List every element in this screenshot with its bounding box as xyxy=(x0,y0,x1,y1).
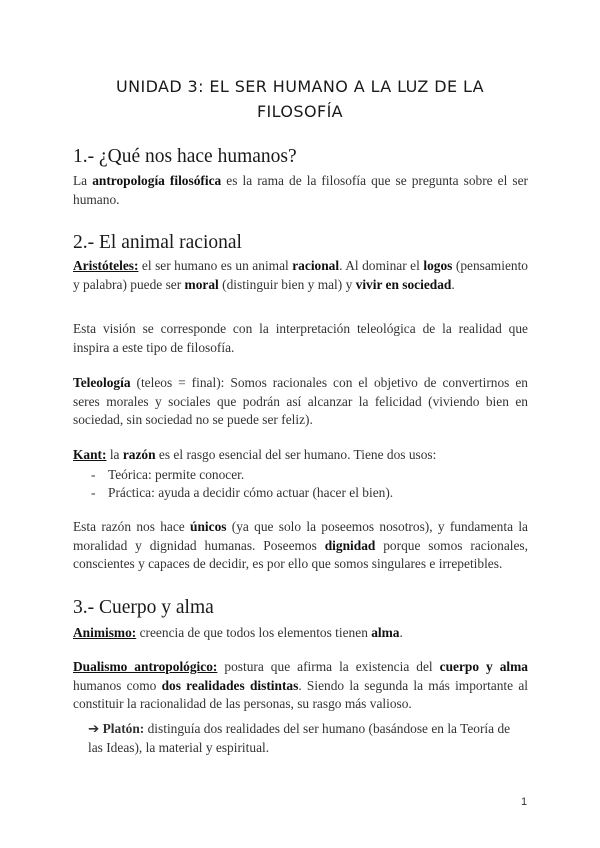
document-title xyxy=(60,74,540,124)
animismo-paragraph: Animismo: creencia de que todos los elementos tienen alma. xyxy=(73,625,403,640)
section-1-heading: 1.- ¿Qué nos hace humanos? xyxy=(73,146,297,167)
list-item: - Práctica: ayuda a decidir cómo actuar (hacer el bien). xyxy=(91,485,394,500)
platon-item: ➔ Platón: distinguía dos realidades del ser humano (basándose en la Teoría de las Ideas), la material y espiritual. xyxy=(88,721,511,755)
title-line-1: UNIDAD 3: EL SER HUMANO A LA LUZ DE LA xyxy=(115,77,485,96)
title-line-2: FILOSOFÍA xyxy=(256,102,344,121)
section-3-heading: 3.- Cuerpo y alma xyxy=(73,597,214,618)
arrow-icon: ➔ xyxy=(88,721,100,736)
teleologia-paragraph: Teleología (teleos = final): Somos racionales con el objetivo de convertirnos en seres morales y sociales que podrán así alcanzar la felicidad (viviendo bien en sociedad, sin sociedad no se puede ser feliz). xyxy=(73,375,528,427)
list-item: - Teórica: permite conocer. xyxy=(91,467,245,482)
page-number: 1 xyxy=(521,796,528,808)
kant-paragraph: Kant: la razón es el rasgo esencial del ser humano. Tiene dos usos: xyxy=(73,447,437,462)
unicos-paragraph: Esta razón nos hace únicos (ya que solo la poseemos nosotros), y fundamenta la moralidad y dignidad humanas. Poseemos dignidad porque somos racionales, conscientes y capaces de decidir, es por ello que somos singulares e irrepetibles. xyxy=(73,519,528,571)
section-2-heading: 2.- El animal racional xyxy=(73,232,242,253)
dualismo-paragraph: Dualismo antropológico: postura que afirma la existencia del cuerpo y alma humanos como dos realidades distintas. Siendo la segunda la más importante al constituir la racionalidad de las personas, su rasgo más valioso. xyxy=(73,659,528,711)
aristoteles-paragraph: Aristóteles: el ser humano es un animal racional. Al dominar el logos (pensamiento y palabra) puede ser moral (distinguir bien y mal) y vivir en sociedad. xyxy=(73,258,528,292)
teleological-paragraph: Esta visión se corresponde con la interpretación teleológica de la realidad que inspira a este tipo de filosofía. xyxy=(73,321,528,355)
section-1-paragraph: La antropología filosófica es la rama de la filosofía que se pregunta sobre el ser humano. xyxy=(73,173,528,207)
